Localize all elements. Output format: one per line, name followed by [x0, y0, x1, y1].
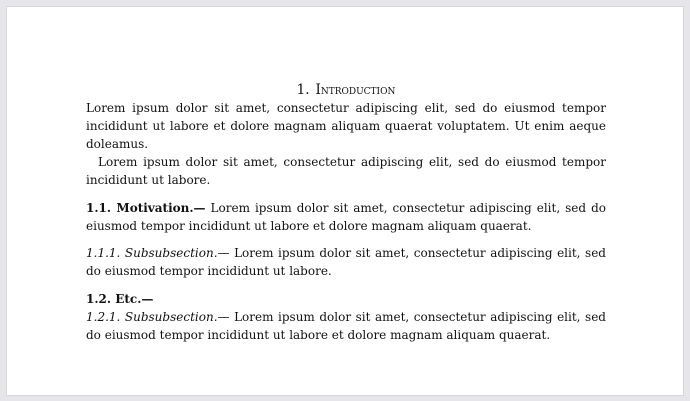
subsubsection-1-2-1-text: — Lorem ipsum dolor sit amet, consectetur adipiscing elit, sed do eiusmod tempor incididunt ut labore et dolore magnam aliquam quaerat. — [86, 310, 606, 342]
subsection-motivation-text: Lorem ipsum dolor sit amet, consectetur adipiscing elit, sed do eiusmod tempor incididunt ut labore et dolore magnam aliquam quaerat. — [86, 201, 606, 233]
section-title: Introduction — [315, 82, 396, 98]
subsubsection-1-1-1-text: — Lorem ipsum dolor sit amet, consectetur adipiscing elit, sed do eiusmod tempor incididunt ut labore. — [86, 246, 606, 278]
section-number: 1. — [296, 82, 310, 98]
subsection-motivation-heading: 1.1. Motivation.— — [86, 201, 206, 215]
subsection-motivation — [86, 199, 606, 235]
subsubsection-1-2-1 — [86, 308, 606, 344]
subsection-etc-heading: 1.2. Etc.— — [86, 292, 154, 306]
paragraph-intro-1: Lorem ipsum dolor sit amet, consectetur adipiscing elit, sed do eiusmod tempor incididunt ut labore et dolore magnam aliquam quaerat voluptatem. Ut enim aeque doleamus. — [86, 101, 606, 151]
subsubsection-1-2-1-heading: 1.2.1. Subsubsection. — [86, 310, 218, 324]
document-page — [7, 7, 683, 395]
page-content — [86, 81, 606, 344]
section-heading — [86, 81, 606, 99]
paragraph-intro-2: Lorem ipsum dolor sit amet, consectetur adipiscing elit, sed do eiusmod tempor incididunt ut labore. — [86, 155, 606, 187]
subsubsection-1-1-1 — [86, 244, 606, 280]
subsubsection-1-1-1-heading: 1.1.1. Subsubsection. — [86, 246, 218, 260]
